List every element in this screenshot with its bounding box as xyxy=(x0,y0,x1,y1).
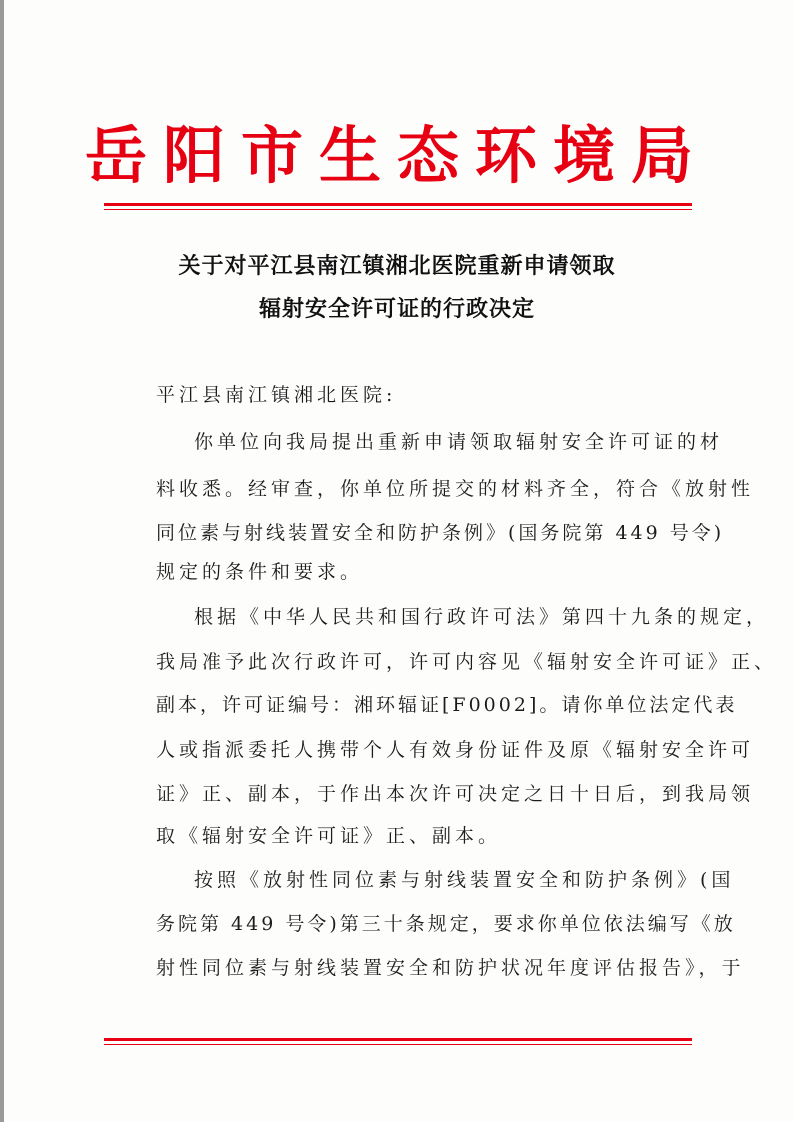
body-line: 按照《放射性同位素与射线装置安全和防护条例》(国 xyxy=(194,869,735,891)
body-line: 射性同位素与射线装置安全和防护状况年度评估报告》，于 xyxy=(156,957,745,979)
document-title-line-2: 辐射安全许可证的行政决定 xyxy=(258,297,535,322)
body-line: 根据《中华人民共和国行政许可法》第四十九条的规定， xyxy=(194,606,770,628)
body-line: 你单位向我局提出重新申请领取辐射安全许可证的材 xyxy=(194,431,724,453)
body-line: 料收悉。经审查，你单位所提交的材料齐全，符合《放射性 xyxy=(156,478,755,500)
document-title-line-1: 关于对平江县南江镇湘北医院重新申请领取 xyxy=(178,254,616,279)
body-line: 务院第 449 号令)第三十条规定，要求你单位依法编写《放 xyxy=(156,913,736,935)
salutation: 平江县南江镇湘北医院: xyxy=(156,384,397,406)
body-line: 取《辐射安全许可证》正、副本。 xyxy=(156,825,502,847)
red-rule-thin xyxy=(104,209,692,210)
body-line: 副本，许可证编号：湘环辐证[F0002]。请你单位法定代表 xyxy=(156,694,738,716)
red-rule-thick xyxy=(104,203,692,206)
masthead-rule-top xyxy=(104,203,692,210)
red-rule-thin xyxy=(104,1044,692,1045)
red-rule-thick xyxy=(104,1038,692,1041)
body-line: 同位素与射线装置安全和防护条例》(国务院第 449 号令) xyxy=(156,522,725,544)
body-line: 人或指派委托人携带个人有效身份证件及原《辐射安全许可 xyxy=(156,739,755,761)
footer-rule xyxy=(104,1038,692,1045)
body-line: 规定的条件和要求。 xyxy=(156,561,364,583)
body-line: 我局准予此次行政许可，许可内容见《辐射安全许可证》正、 xyxy=(156,651,778,673)
agency-masthead: 岳阳市生态环境局 xyxy=(84,119,709,192)
body-line: 证》正、副本，于作出本次许可决定之日十日后，到我局领 xyxy=(156,783,755,805)
